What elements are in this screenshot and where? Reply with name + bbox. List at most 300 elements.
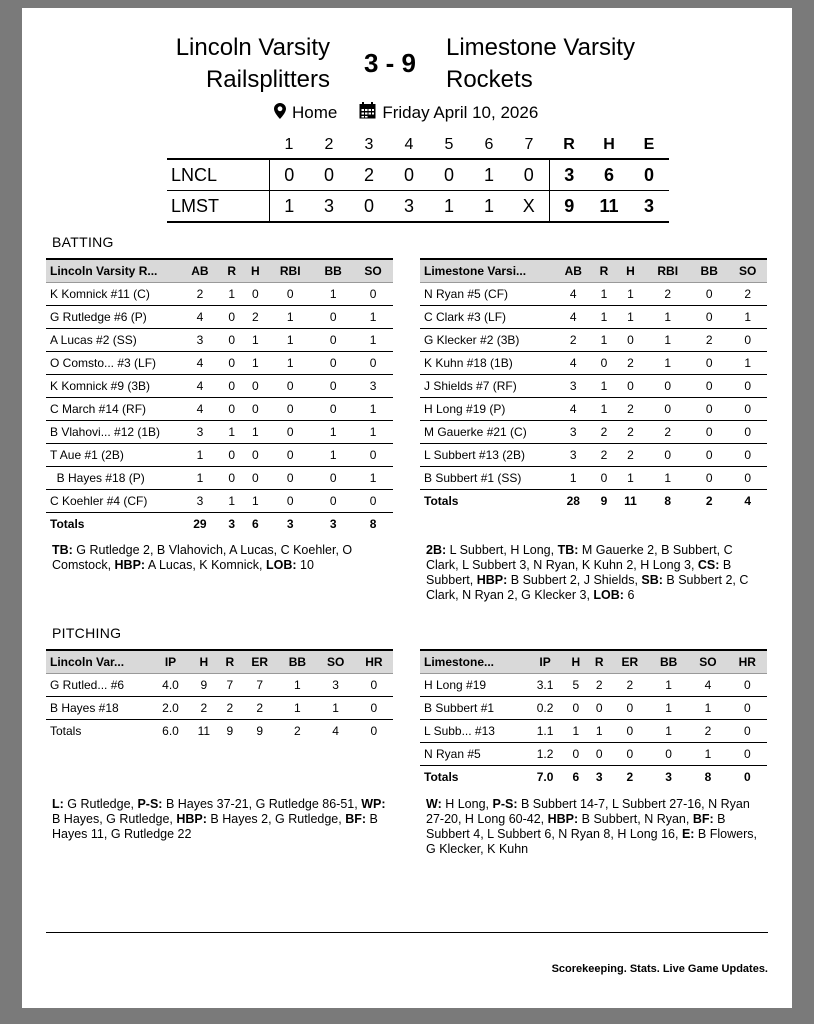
stat-cell: 2: [645, 421, 690, 444]
stat-cell: 0: [690, 352, 729, 375]
total-cell: 9: [256, 724, 264, 738]
away-batting-table: [46, 258, 393, 535]
player-name: B Subbert #1: [420, 697, 526, 720]
runs-header: R: [563, 136, 575, 153]
player-row: [420, 743, 767, 766]
player-name: G Klecker #2 (3B): [420, 329, 554, 352]
stat-cell: 0: [267, 444, 313, 467]
note-label: CS:: [697, 558, 720, 572]
stat-cell: 1: [220, 421, 244, 444]
inning-score: 0: [363, 195, 374, 216]
stat-cell: 3: [180, 329, 220, 352]
player-name: K Komnick #11 (C): [46, 283, 180, 306]
totals-label: Totals: [50, 724, 82, 738]
stat-cell: 1: [353, 329, 393, 352]
totals-row: [46, 720, 393, 743]
stat-cell: 1: [688, 743, 727, 766]
stat-cell: 3.1: [526, 674, 564, 697]
stat-cell: 4: [180, 352, 220, 375]
inning-header: 1: [284, 136, 294, 153]
player-row: [46, 375, 393, 398]
away-pitching-notes: [52, 797, 392, 842]
stat-cell: 1: [645, 306, 690, 329]
stat-cell: 3: [180, 490, 220, 513]
player-name: G Rutledge #6 (P): [46, 306, 180, 329]
inning-score: 1: [483, 164, 494, 185]
total-cell: 8: [704, 770, 712, 784]
note-label: P-S:: [137, 797, 163, 811]
stat-cell: 0: [690, 467, 729, 490]
col-rbi: RBI: [645, 259, 690, 283]
total-cell: 0: [743, 770, 751, 784]
note-text: L Subbert, H Long,: [446, 543, 558, 557]
game-date: Friday April 10, 2026: [382, 103, 539, 122]
stat-cell: 4: [554, 306, 593, 329]
player-row: [420, 375, 767, 398]
note-label: E:: [681, 827, 695, 841]
total-cell: 4: [332, 724, 339, 738]
stat-cell: 1.2: [526, 743, 564, 766]
note-text: M Gauerke 2, B Subbert, C Clark, L Subbert 3, N Ryan, K Kuhn 2, H Long 3,: [426, 543, 733, 572]
stat-cell: 1.1: [526, 720, 564, 743]
stat-cell: 1: [317, 697, 355, 720]
map-pin-icon: [274, 103, 286, 124]
col-ip: IP: [152, 650, 189, 674]
stat-cell: 4.0: [152, 674, 189, 697]
hits-header: H: [603, 136, 615, 153]
note-label: LOB:: [593, 588, 624, 602]
note-label: HBP:: [547, 812, 579, 826]
stat-cell: 1: [587, 720, 610, 743]
player-row: [46, 490, 393, 513]
col-h: H: [189, 650, 219, 674]
stat-cell: 1: [353, 306, 393, 329]
player-row: [46, 697, 393, 720]
line-score-row: [167, 191, 669, 223]
totals-row: [420, 490, 767, 513]
col-r: R: [593, 259, 616, 283]
total-cell: 0: [370, 724, 378, 738]
total-cell: 2: [626, 770, 634, 784]
stat-cell: 2: [593, 421, 616, 444]
player-row: [46, 306, 393, 329]
away-batting-notes: [52, 543, 382, 573]
final-score: 3 - 9: [363, 48, 417, 78]
stat-cell: 0: [728, 467, 767, 490]
note-text: 10: [296, 558, 314, 572]
total-cell: 3: [595, 770, 603, 784]
player-row: [46, 398, 393, 421]
calendar-icon: [359, 102, 376, 124]
stat-cell: 0: [313, 398, 353, 421]
stat-cell: 3: [554, 444, 593, 467]
game-meta: [274, 102, 538, 124]
stat-cell: 0: [615, 329, 645, 352]
stat-cell: 0: [244, 375, 268, 398]
player-name: G Rutled... #6: [46, 674, 152, 697]
col-hr: HR: [728, 650, 767, 674]
stat-cell: 1: [645, 467, 690, 490]
note-text: B Subbert 14-7, L Subbert 27-16, N Ryan 27-20, H Long 60-42,: [426, 797, 750, 826]
errors-header: E: [643, 136, 655, 153]
stat-cell: 1: [688, 697, 727, 720]
note-text: B Hayes 2, G Rutledge,: [206, 812, 346, 826]
stat-cell: 2: [593, 444, 616, 467]
stat-cell: 0: [728, 375, 767, 398]
player-row: [46, 352, 393, 375]
away-batting-team-header: Lincoln Varsity R...: [46, 259, 180, 283]
stat-cell: 4: [180, 306, 220, 329]
stat-cell: 1: [313, 421, 353, 444]
col-rbi: RBI: [267, 259, 313, 283]
player-name: K Komnick #9 (3B): [46, 375, 180, 398]
stat-cell: 0: [593, 352, 616, 375]
player-name: N Ryan #5 (CF): [420, 283, 554, 306]
stat-cell: 0: [728, 444, 767, 467]
stat-cell: 0: [564, 743, 587, 766]
stat-cell: 0: [313, 329, 353, 352]
stat-cell: 1: [313, 444, 353, 467]
stat-cell: 0: [611, 697, 649, 720]
stat-cell: 1: [244, 352, 268, 375]
note-text: 6: [623, 588, 635, 602]
player-name: C Clark #3 (LF): [420, 306, 554, 329]
totals-label: Totals: [424, 494, 459, 508]
stat-cell: 0: [728, 421, 767, 444]
stat-cell: 0: [220, 375, 244, 398]
note-text: B Flowers, G Klecker, K Kuhn: [426, 827, 757, 856]
player-name: C Koehler #4 (CF): [46, 490, 180, 513]
line-score-team: LMST: [171, 195, 220, 216]
stat-cell: 4: [688, 674, 727, 697]
stat-cell: 1: [728, 352, 767, 375]
stat-cell: 0: [611, 743, 649, 766]
stat-cell: 1: [267, 306, 313, 329]
note-text: G Rutledge,: [63, 797, 138, 811]
col-r: R: [219, 650, 242, 674]
col-r: R: [587, 650, 610, 674]
note-label: TB:: [52, 543, 73, 557]
footer-tagline: Scorekeeping. Stats. Live Game Updates.: [551, 963, 768, 975]
note-text: B Hayes 37-21, G Rutledge 86-51,: [162, 797, 362, 811]
batting-section-label: BATTING: [52, 234, 114, 250]
note-label: WP:: [361, 797, 386, 811]
stat-cell: 2: [219, 697, 242, 720]
note-text: B Subbert 2, C Clark, N Ryan 2, G Klecker 3,: [426, 573, 749, 602]
inning-header: 4: [404, 136, 414, 153]
player-name: B Vlahovi... #12 (1B): [46, 421, 180, 444]
stat-cell: 0: [690, 398, 729, 421]
stat-cell: 1: [278, 674, 316, 697]
note-text: B Subbert, N Ryan,: [578, 812, 693, 826]
home-team-line1: Limestone Varsity: [446, 34, 635, 61]
stat-cell: 1: [593, 398, 616, 421]
player-name: H Long #19 (P): [420, 398, 554, 421]
stat-cell: 0: [649, 743, 688, 766]
box-score-sheet: [22, 8, 792, 1008]
note-label: BF:: [345, 812, 367, 826]
player-row: [420, 697, 767, 720]
stat-cell: 0: [353, 352, 393, 375]
stat-cell: 0: [313, 375, 353, 398]
stat-cell: 7: [241, 674, 278, 697]
inning-header: 6: [484, 136, 494, 153]
player-name: B Hayes #18 (P): [46, 467, 180, 490]
col-bb: BB: [690, 259, 729, 283]
hits-total: 6: [603, 164, 614, 185]
stat-cell: 0: [353, 283, 393, 306]
stat-cell: 4: [554, 398, 593, 421]
stat-cell: 1: [267, 329, 313, 352]
stat-cell: 4: [554, 283, 593, 306]
inning-score: 0: [523, 164, 534, 185]
note-label: SB:: [641, 573, 663, 587]
stat-cell: 2: [189, 697, 219, 720]
inning-score: 1: [483, 195, 494, 216]
player-row: [420, 720, 767, 743]
stat-cell: 0: [728, 674, 767, 697]
note-label: L:: [52, 797, 64, 811]
col-h: H: [615, 259, 645, 283]
home-pitching-notes: [426, 797, 766, 857]
total-cell: 29: [193, 517, 207, 531]
stat-cell: 1: [615, 283, 645, 306]
stat-cell: 7: [219, 674, 242, 697]
total-cell: 7.0: [536, 770, 554, 784]
stat-cell: 0.2: [526, 697, 564, 720]
player-row: [420, 352, 767, 375]
note-label: HBP:: [176, 812, 207, 826]
stat-cell: 1: [554, 467, 593, 490]
stat-cell: 0: [593, 467, 616, 490]
player-name: C March #14 (RF): [46, 398, 180, 421]
stat-cell: 0: [587, 743, 610, 766]
inning-score: 0: [403, 164, 414, 185]
col-ab: AB: [180, 259, 220, 283]
stat-cell: 0: [728, 329, 767, 352]
stat-cell: 1: [593, 283, 616, 306]
player-row: [420, 398, 767, 421]
col-er: ER: [611, 650, 649, 674]
total-cell: 9: [600, 494, 608, 508]
stat-cell: 0: [353, 444, 393, 467]
away-pitching-table: [46, 649, 393, 742]
stat-cell: 0: [220, 306, 244, 329]
stat-cell: 1: [615, 467, 645, 490]
player-row: [420, 306, 767, 329]
inning-score: 1: [443, 195, 454, 216]
stat-cell: 2: [180, 283, 220, 306]
player-row: [420, 674, 767, 697]
stat-cell: 0: [615, 375, 645, 398]
stat-cell: 0: [690, 444, 729, 467]
stat-cell: 0: [220, 329, 244, 352]
stat-cell: 1: [220, 490, 244, 513]
stat-cell: 1: [564, 720, 587, 743]
stat-cell: 2: [615, 421, 645, 444]
total-cell: 3: [665, 770, 672, 784]
stat-cell: 1: [593, 329, 616, 352]
total-cell: 6: [252, 517, 259, 531]
home-pitching-team-header: Limestone...: [420, 650, 526, 674]
stat-cell: 0: [267, 398, 313, 421]
stat-cell: 1: [649, 720, 688, 743]
note-text: B Subbert 4, L Subbert 6, N Ryan 8, H Long 16,: [426, 812, 726, 841]
col-r: R: [220, 259, 244, 283]
player-name: L Subb... #13: [420, 720, 526, 743]
stat-cell: 2: [611, 674, 649, 697]
col-bb: BB: [313, 259, 353, 283]
stat-cell: 0: [611, 720, 649, 743]
inning-header: 2: [324, 136, 334, 153]
stat-cell: 0: [220, 398, 244, 421]
stat-cell: 0: [645, 375, 690, 398]
stat-cell: 0: [244, 398, 268, 421]
stat-cell: 0: [690, 375, 729, 398]
player-name: O Comsto... #3 (LF): [46, 352, 180, 375]
stat-cell: 0: [690, 421, 729, 444]
away-pitching-team-header: Lincoln Var...: [46, 650, 152, 674]
stat-cell: 3: [554, 375, 593, 398]
stat-cell: 2: [615, 444, 645, 467]
stat-cell: 0: [587, 697, 610, 720]
totals-row: [420, 766, 767, 789]
inning-score: 3: [323, 195, 334, 216]
stat-cell: 5: [564, 674, 587, 697]
stat-cell: 0: [267, 283, 313, 306]
note-label: W:: [426, 797, 442, 811]
stat-cell: 2: [241, 697, 278, 720]
inning-score: 2: [363, 164, 374, 185]
player-name: M Gauerke #21 (C): [420, 421, 554, 444]
note-label: P-S:: [492, 797, 518, 811]
col-ip: IP: [526, 650, 564, 674]
stat-cell: 3: [554, 421, 593, 444]
total-cell: 3: [286, 517, 294, 531]
line-score-row: [167, 159, 669, 191]
total-cell: 2: [705, 494, 713, 508]
stat-cell: 1: [244, 421, 268, 444]
player-row: [420, 421, 767, 444]
stat-cell: 0: [267, 421, 313, 444]
home-pitching-table: [420, 649, 767, 788]
line-score-table: [167, 132, 669, 223]
note-label: BF:: [692, 812, 714, 826]
player-name: A Lucas #2 (SS): [46, 329, 180, 352]
player-row: [420, 283, 767, 306]
stat-cell: 0: [220, 352, 244, 375]
note-text: B Hayes, G Rutledge,: [52, 812, 177, 826]
player-row: [46, 444, 393, 467]
stat-cell: 1: [353, 421, 393, 444]
total-cell: 11: [197, 724, 211, 738]
stat-cell: 0: [313, 467, 353, 490]
stat-cell: 1: [649, 674, 688, 697]
player-name: B Hayes #18: [46, 697, 152, 720]
stat-cell: 1: [353, 398, 393, 421]
col-so: SO: [688, 650, 727, 674]
stat-cell: 2.0: [152, 697, 189, 720]
stat-cell: 1: [278, 697, 316, 720]
total-cell: 28: [566, 494, 580, 508]
stat-cell: 2: [615, 398, 645, 421]
stat-cell: 0: [244, 444, 268, 467]
inning-score: 0: [443, 164, 454, 185]
stat-cell: 0: [267, 467, 313, 490]
col-bb: BB: [278, 650, 316, 674]
note-text: B Subbert,: [426, 558, 732, 587]
stat-cell: 2: [244, 306, 268, 329]
totals-label: Totals: [424, 770, 459, 784]
inning-score: 0: [269, 159, 309, 191]
stat-cell: 0: [728, 720, 767, 743]
hits-total: 11: [599, 195, 619, 216]
errors-total: 3: [643, 195, 654, 216]
stat-cell: 0: [728, 398, 767, 421]
player-name: K Kuhn #18 (1B): [420, 352, 554, 375]
stat-cell: 0: [645, 398, 690, 421]
stat-cell: 2: [690, 329, 729, 352]
stat-cell: 2: [554, 329, 593, 352]
note-text: B Subbert 2, J Shields,: [507, 573, 642, 587]
stat-cell: 0: [220, 444, 244, 467]
stat-cell: 0: [353, 490, 393, 513]
note-text: H Long,: [441, 797, 493, 811]
stat-cell: 1: [593, 375, 616, 398]
home-team-line2: Rockets: [446, 66, 533, 93]
col-ab: AB: [554, 259, 593, 283]
stat-cell: 3: [180, 421, 220, 444]
home-batting-notes: [426, 543, 766, 603]
stat-cell: 0: [267, 490, 313, 513]
stat-cell: 0: [690, 306, 729, 329]
stat-cell: 1: [353, 467, 393, 490]
inning-score: 0: [323, 164, 334, 185]
stat-cell: 1: [593, 306, 616, 329]
total-cell: 8: [369, 517, 377, 531]
stat-cell: 4: [554, 352, 593, 375]
total-cell: 6.0: [162, 724, 179, 738]
stat-cell: 1: [180, 467, 220, 490]
note-text: B Hayes 11, G Rutledge 22: [52, 812, 378, 841]
stat-cell: 2: [645, 283, 690, 306]
totals-row: [46, 513, 393, 536]
stat-cell: 2: [615, 352, 645, 375]
stat-cell: 0: [267, 375, 313, 398]
player-name: T Aue #1 (2B): [46, 444, 180, 467]
note-text: A Lucas, K Komnick,: [145, 558, 266, 572]
stat-cell: 4: [180, 398, 220, 421]
stat-cell: 1: [244, 490, 268, 513]
footer-divider: [46, 932, 768, 933]
home-batting-table: [420, 258, 767, 512]
stat-cell: 1: [728, 306, 767, 329]
stat-cell: 0: [313, 306, 353, 329]
total-cell: 3: [228, 517, 236, 531]
total-cell: 8: [664, 494, 672, 508]
stat-cell: 0: [645, 444, 690, 467]
inning-score: 1: [269, 191, 309, 223]
stat-cell: 0: [355, 697, 393, 720]
stat-cell: 0: [244, 283, 268, 306]
home-team-name: [446, 32, 746, 96]
stat-cell: 1: [645, 352, 690, 375]
total-cell: 3: [329, 517, 337, 531]
player-name: B Subbert #1 (SS): [420, 467, 554, 490]
line-score-team: LNCL: [171, 164, 218, 185]
runs-total: 9: [549, 191, 589, 223]
player-name: J Shields #7 (RF): [420, 375, 554, 398]
